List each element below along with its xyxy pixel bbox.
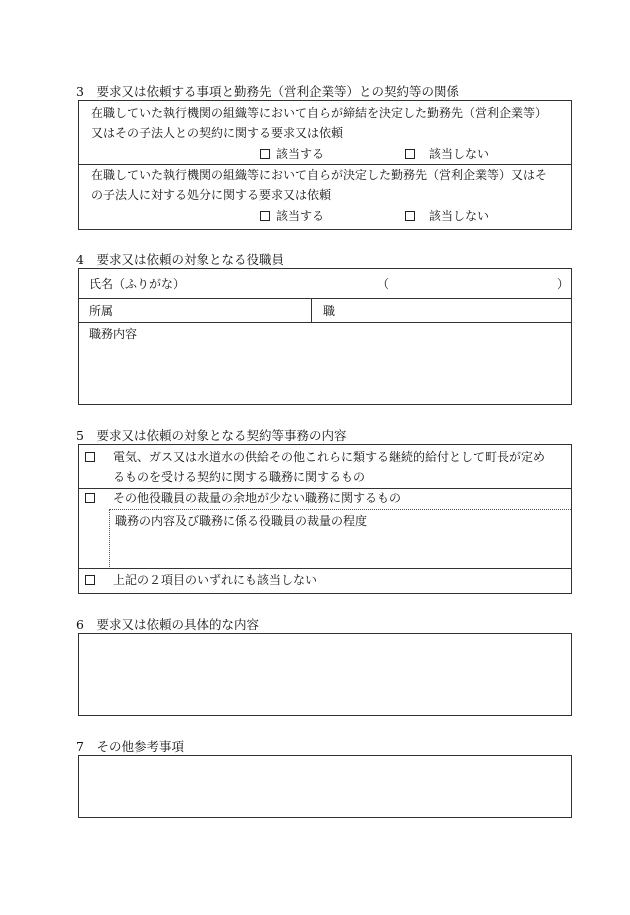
section-7-title: 7 その他参考事項 bbox=[76, 739, 184, 754]
s3-item1-yes bbox=[260, 146, 324, 162]
s4-divider-1 bbox=[79, 298, 571, 299]
s3-item2-line2: の子法人に対する処分に関する要求又は依頼 bbox=[91, 188, 332, 202]
s4-affiliation-label: 所属 bbox=[89, 304, 114, 318]
s3-item2-line1: 在職していた執行機関の組織等において自らが決定した勤務先（営利企業等）又はそ bbox=[91, 168, 548, 182]
section-4-table bbox=[78, 268, 572, 405]
s5-divider-1 bbox=[79, 488, 571, 489]
s4-name-label: 氏名（ふりがな） bbox=[89, 277, 186, 291]
s5-detail-left-dotted bbox=[109, 509, 110, 567]
s4-position-label: 職 bbox=[323, 304, 336, 318]
s5-opt3-checkbox[interactable] bbox=[85, 575, 95, 585]
s3-item1-yes-checkbox[interactable] bbox=[260, 149, 270, 159]
s3-item2-yes-label: 該当する bbox=[276, 209, 325, 223]
s3-item2-no-label: 該当しない bbox=[429, 209, 490, 223]
s4-duties-label: 職務内容 bbox=[89, 327, 138, 341]
s3-item2-yes-checkbox[interactable] bbox=[260, 211, 270, 221]
s3-item1-line1: 在職していた執行機関の組織等において自らが締結を決定した勤務先（営利企業等） bbox=[91, 106, 548, 120]
s4-name-paren-open: （ bbox=[377, 277, 390, 291]
section-5-table bbox=[78, 444, 572, 594]
s5-opt1-line2: るものを受ける契約に関する職務に関するもの bbox=[113, 470, 366, 484]
s5-opt1-checkbox[interactable] bbox=[85, 452, 95, 462]
section-5-title: 5 要求又は依頼の対象となる契約等事務の内容 bbox=[76, 428, 347, 443]
section-6-title: 6 要求又は依頼の具体的な内容 bbox=[76, 617, 259, 632]
s3-item1-yes-label: 該当する bbox=[276, 147, 325, 161]
s5-opt1-line1: 電気、ガス又は水道水の供給その他これらに類する継続的給付として町長が定め bbox=[113, 450, 546, 464]
s5-detail-top-dotted bbox=[109, 509, 571, 510]
s3-item1-no-label: 該当しない bbox=[429, 147, 490, 161]
section-3-title: 3 要求又は依頼する事項と勤務先（営利企業等）との契約等の関係 bbox=[76, 84, 459, 99]
s3-divider bbox=[79, 164, 571, 165]
s4-name-paren-close: ） bbox=[557, 277, 570, 291]
section-6-box[interactable] bbox=[78, 633, 572, 716]
s3-item2-no bbox=[405, 208, 489, 224]
s5-opt2-detail: 職務の内容及び職務に係る役職員の裁量の程度 bbox=[115, 514, 368, 528]
section-4-title: 4 要求又は依頼の対象となる役職員 bbox=[76, 252, 284, 267]
section-7-box[interactable] bbox=[78, 755, 572, 818]
s5-opt2-label: その他役職員の裁量の余地が少ない職務に関するもの bbox=[113, 491, 402, 505]
s4-divider-2 bbox=[79, 322, 571, 323]
s3-item1-no-checkbox[interactable] bbox=[405, 149, 415, 159]
s3-item2-no-checkbox[interactable] bbox=[405, 211, 415, 221]
s3-item1-line2: 又はその子法人との契約に関する要求又は依頼 bbox=[91, 126, 344, 140]
s4-affiliation-divider bbox=[311, 298, 312, 322]
s3-item1-no bbox=[405, 146, 489, 162]
s3-item2-yes bbox=[260, 208, 324, 224]
s5-opt3-label: 上記の２項目のいずれにも該当しない bbox=[113, 573, 318, 587]
section-3-table bbox=[78, 100, 572, 230]
s5-opt2-checkbox[interactable] bbox=[85, 493, 95, 503]
s5-divider-2 bbox=[79, 568, 571, 569]
